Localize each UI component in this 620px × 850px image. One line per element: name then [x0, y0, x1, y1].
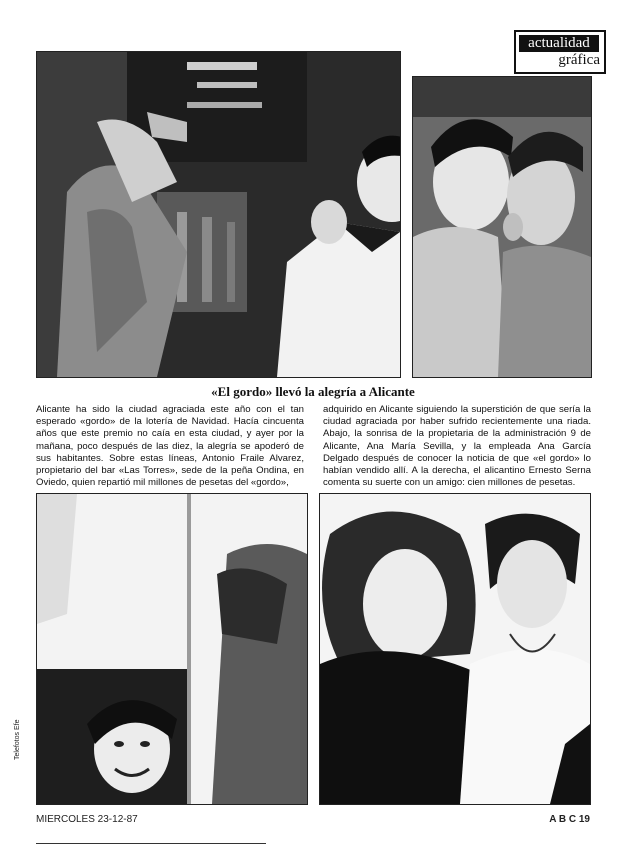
photo-bar-owner-celebrating [36, 51, 401, 378]
photo-two-women-smiling [319, 493, 591, 805]
section-label-bottom: gráfica [558, 52, 600, 68]
caption-column-right: adquirido en Alicante siguiendo la superstición de que sería la ciudad agraciada por haber sufrido recientemente una riada. Abajo, la sonrisa de la propietaria de la administración 9 de Alicante, Ana María Sevilla, y la empleada Ana García Delgado después de conocer la noticia de que «el gordo» lo habían vendido allí. A la derecha, el alicantino Ernesto Serna comenta su suerte con un amigo: cien millones de pesetas. [323, 404, 591, 489]
footer-rule [36, 843, 266, 844]
photo-credit: Telefotos Efe [14, 719, 21, 760]
photo-two-men-talking [412, 76, 592, 378]
section-label-top: actualidad [519, 35, 599, 52]
section-badge [514, 30, 606, 74]
article-headline: «El gordo» llevó la alegría a Alicante [211, 384, 415, 399]
footer-page-number: A B C 19 [549, 814, 590, 825]
photo-smiling-woman [36, 493, 308, 805]
footer-date: MIERCOLES 23-12-87 [36, 814, 138, 825]
caption-column-left: Alicante ha sido la ciudad agraciada este año con el tan esperado «gordo» de la lotería de Navidad. Hacía cincuenta años que este premio no caía en esta ciudad, y ayer por la mañana, poco después de las diez, la alegría se apoderó de sus habitantes. Sobre estas líneas, Antonio Fraile Alvarez, propietario del bar «Las Torres», sede de la peña Ondina, en Oviedo, quien repartió mil millones de pesetas del «gordo», [36, 404, 304, 489]
